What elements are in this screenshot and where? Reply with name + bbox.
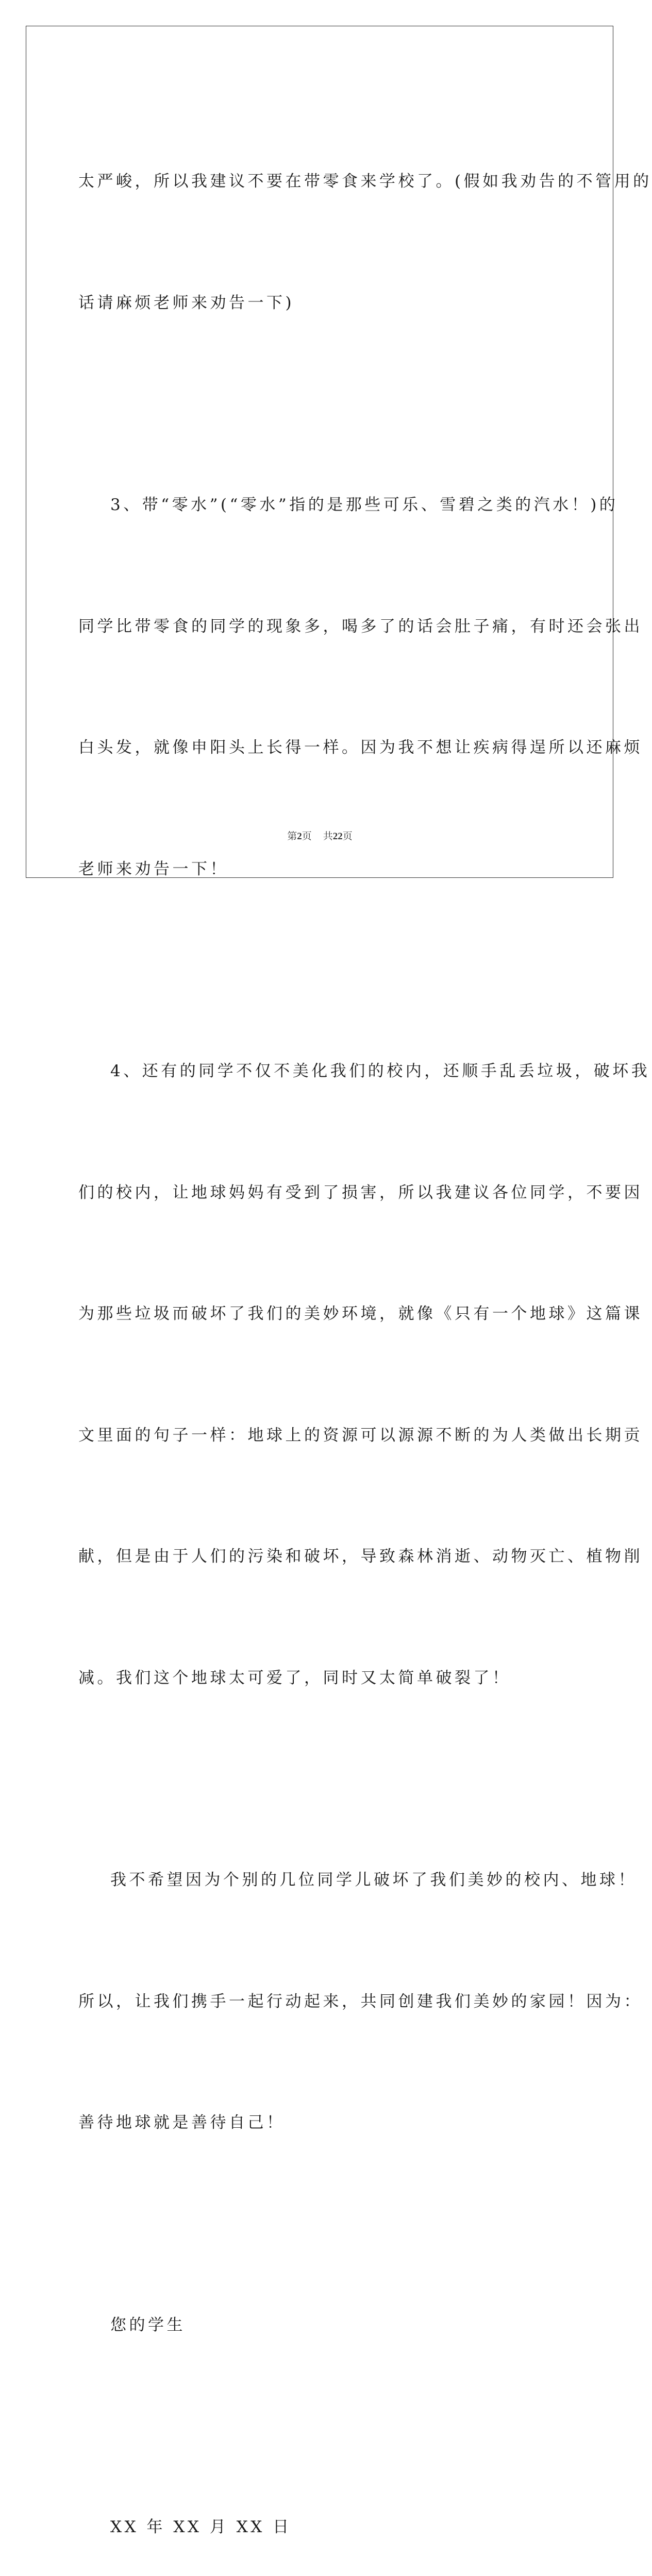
date-line [78,2426,563,2576]
page-number: 2 [297,831,302,842]
page-prefix: 第 [287,831,297,842]
text-line: 话请麻烦老师来劝告一下) [78,293,295,312]
text-line: 同学比带零食的同学的现象多，喝多了的话会肚子痛，有时还会张出 [78,617,643,636]
page-suffix: 页 [302,831,312,842]
text-line: 老师来劝告一下！ [78,859,229,878]
text-line: 您的学生 [110,2315,186,2334]
page-footer [0,828,640,842]
text-line: 减。我们这个地球太可爱了，同时又太简单破裂了！ [78,1668,511,1687]
paragraph [78,404,643,970]
text-line: 白头发，就像申阳头上长得一样。因为我不想让疾病得逞所以还麻烦 [78,738,643,757]
text-line: 所以，让我们携手一起行动起来，共同创建我们美妙的家园！因为： [78,1992,643,2011]
total-suffix: 页 [342,831,353,842]
text-line: 我不希望因为个别的几位同学儿破坏了我们美妙的校内、地球！ [110,1871,637,1889]
text-line: 们的校内，让地球妈妈有受到了损害，所以我建议各位同学，不要因 [78,1183,643,1202]
paragraph [78,970,650,1779]
paragraph [78,1779,643,2224]
text-line: 4、还有的同学不仅不美化我们的校内，还顺手乱丢垃圾，破坏我 [110,1062,650,1080]
document-body [78,80,652,2576]
text-line: 为那些垃圾而破坏了我们的美妙环境，就像《只有一个地球》这篇课 [78,1304,643,1323]
text-line: 善待地球就是善待自己！ [78,2113,286,2132]
paragraph [78,80,652,404]
text-line: 3、带“零水”(“零水”指的是那些可乐、雪碧之类的汽水！)的 [110,496,618,514]
text-line: XX 年 XX 月 XX 日 [110,2518,292,2536]
total-prefix: 共 [323,831,333,842]
text-line: 献，但是由于人们的污染和破坏，导致森林消逝、动物灭亡、植物削 [78,1547,643,1566]
total-pages: 22 [332,831,343,842]
text-line: 太严峻，所以我建议不要在带零食来学校了。(假如我劝告的不管用的 [78,172,652,191]
signature [78,2224,563,2427]
text-line: 文里面的句子一样：地球上的资源可以源源不断的为人类做出长期贡 [78,1426,643,1445]
